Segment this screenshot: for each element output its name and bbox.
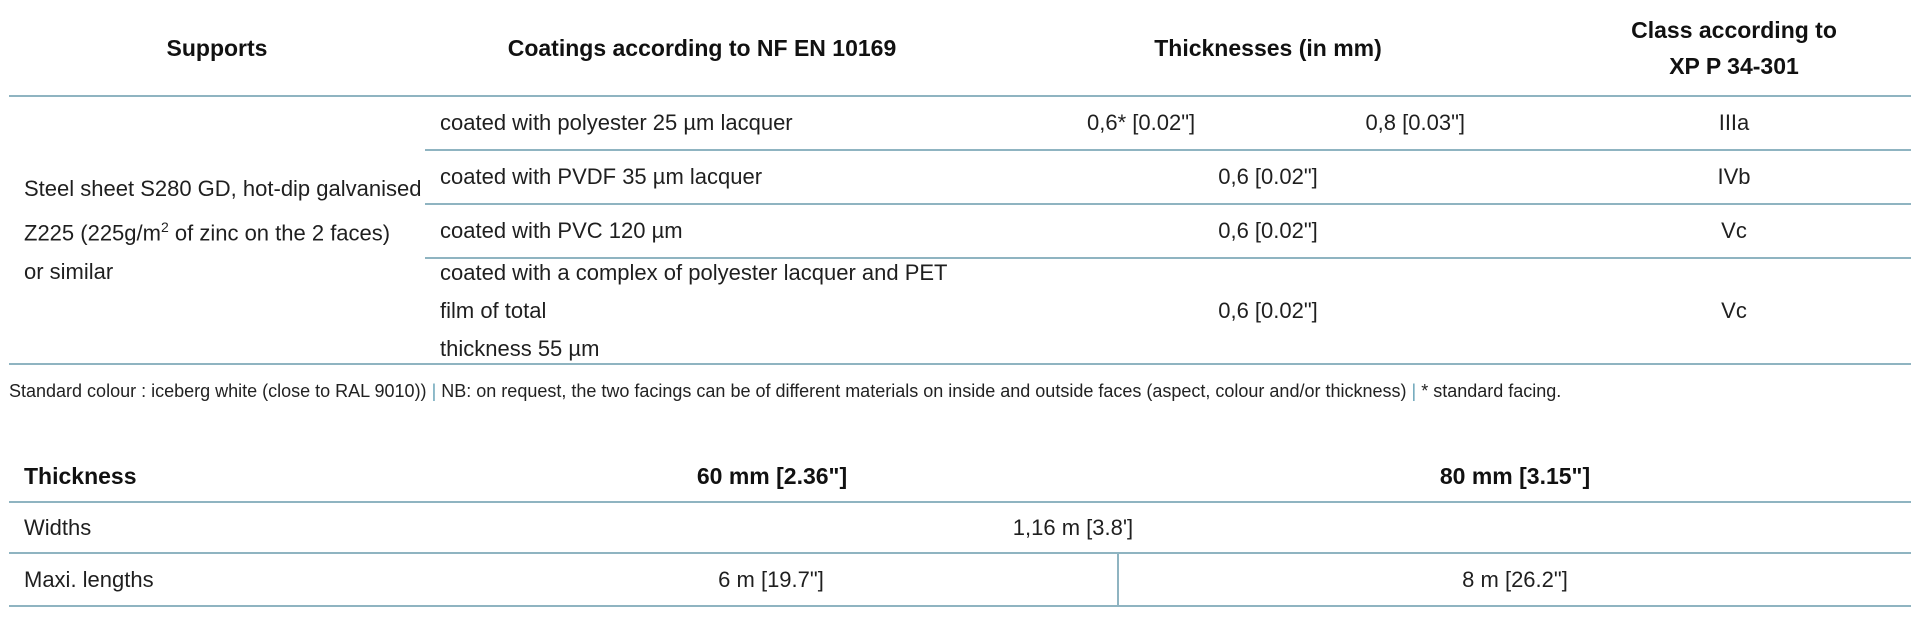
dimensions-header <box>9 452 1911 503</box>
table-row <box>425 97 1911 151</box>
lengths-80mm: 8 m [26.2"] <box>1462 566 1568 592</box>
coatings-table <box>9 0 1911 365</box>
header-class-line1: Class according to <box>1631 16 1837 43</box>
header-80mm: 80 mm [3.15"] <box>1439 463 1591 489</box>
coating-name: coated with polyester 25 µm lacquer <box>440 110 793 135</box>
header-supports: Supports <box>166 34 268 61</box>
table-row <box>425 151 1911 205</box>
header-60mm: 60 mm [2.36"] <box>696 463 848 489</box>
footnote-nb: NB: on request, the two facings can be of different materials on inside and outside faces (aspect, colour and/or thickness) <box>441 381 1407 401</box>
footnote-standard-colour: Standard colour : iceberg white (close to RAL 9010)) <box>9 381 427 401</box>
header-class <box>1557 12 1911 84</box>
footnote-standard-facing: * standard facing. <box>1421 381 1562 401</box>
table-row <box>9 503 1911 554</box>
coating-rows <box>425 97 1911 363</box>
class-value: Vc <box>1721 298 1747 323</box>
table-row <box>9 554 1911 607</box>
lengths-60mm: 6 m [19.7"] <box>425 554 1119 605</box>
dimensions-table <box>9 452 1911 607</box>
footnote-separator: | <box>1411 381 1417 401</box>
coatings-table-header <box>9 0 1911 97</box>
coatings-table-body <box>9 97 1911 365</box>
support-line3: or similar <box>24 259 114 285</box>
thickness-value: 0,6 [0.02"] <box>1218 218 1318 243</box>
header-class-line2: XP P 34-301 <box>1669 52 1799 79</box>
footnote <box>9 381 1561 402</box>
thickness-cell <box>979 110 1557 136</box>
support-line2: Z225 ($225g/m^2$ of zinc on the 2 faces) <box>24 218 391 246</box>
thickness-value: 0,6 [0.02"] <box>1218 298 1318 323</box>
class-value: Vc <box>1721 218 1747 243</box>
thickness-value: 0,6 [0.02"] <box>1218 164 1318 189</box>
thickness-value-b: 0,8 [0.03"] <box>1365 110 1465 135</box>
coating-name: coated with a complex of polyester lacquer and PET film of total thickness 55 µm <box>440 260 948 361</box>
header-coatings: Coatings according to NF EN 10169 <box>507 34 897 61</box>
coating-name: coated with PVDF 35 µm lacquer <box>440 164 763 189</box>
class-value: IVb <box>1717 164 1751 189</box>
coating-name: coated with PVC 120 µm <box>440 218 683 243</box>
widths-value: 1,16 m [3.8'] <box>1012 514 1134 540</box>
table-row <box>425 205 1911 259</box>
header-thickness: Thickness <box>24 463 137 489</box>
lengths-label: Maxi. lengths <box>24 566 154 592</box>
support-description <box>9 97 425 363</box>
widths-label: Widths <box>24 514 92 540</box>
footnote-separator: | <box>431 381 437 401</box>
header-thicknesses: Thicknesses (in mm) <box>1154 34 1382 61</box>
table-row <box>425 259 1911 363</box>
support-line1: Steel sheet S280 GD, hot-dip galvanised <box>24 175 422 201</box>
thickness-value-a: 0,6* [0.02"] <box>1087 110 1196 135</box>
class-value: IIIa <box>1718 110 1750 135</box>
